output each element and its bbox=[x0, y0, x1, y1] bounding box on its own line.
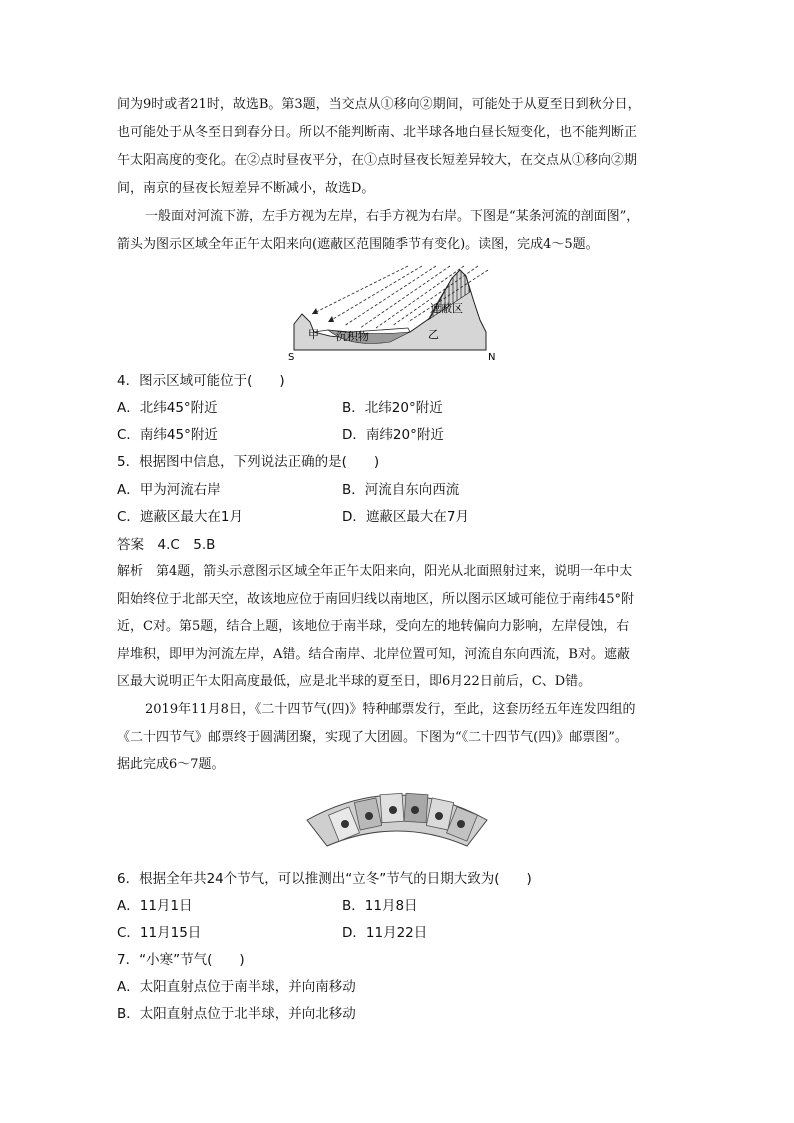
label-sediment: 沉积物 bbox=[336, 330, 369, 343]
q4-option-d: D．南纬20°附近 bbox=[342, 427, 444, 443]
label-south: S bbox=[288, 352, 295, 363]
q5-option-d: D．遮蔽区最大在7月 bbox=[342, 509, 469, 525]
q6-option-a: A．11月1日 bbox=[117, 898, 193, 914]
q6-option-c: C．11月15日 bbox=[117, 925, 202, 941]
intro3-line-3: 据此完成6～7题。 bbox=[117, 757, 225, 772]
stamp-fan-figure bbox=[305, 780, 489, 850]
intro3-line-1: 2019年11月8日，《二十四节气(四)》特种邮票发行，至此，这套历经五年连发四组的 bbox=[145, 702, 636, 717]
para1-line-2: 也可能处于从冬至日到春分日。所以不能判断南、北半球各地白昼长短变化，也不能判断正 bbox=[117, 125, 638, 140]
q4-option-b: B．北纬20°附近 bbox=[342, 400, 443, 416]
q4-stem: 4．图示区域可能位于( ) bbox=[117, 373, 285, 389]
q5-option-a: A．甲为河流右岸 bbox=[117, 482, 221, 498]
analysis-line-3: 近，C对。第5题，结合上题，该地位于南半球，受向左的地转偏向力影响，左岸侵蚀，右 bbox=[117, 619, 630, 634]
q4-option-c: C．南纬45°附近 bbox=[117, 427, 218, 443]
q6-option-b: B．11月8日 bbox=[342, 898, 418, 914]
analysis-line-5: 区最大说明正午太阳高度最低，应是北半球的夏至日，即6月22日前后，C、D错。 bbox=[117, 674, 592, 689]
q6-option-d: D．11月22日 bbox=[342, 925, 428, 941]
q7-stem: 7．“小寒”节气( ) bbox=[117, 952, 245, 968]
intro3-line-2: 《二十四节气》邮票终于圆满团聚，实现了大团圆。下图为“《二十四节气(四)》邮票图”。 bbox=[117, 730, 628, 745]
para1-line-3: 午太阳高度的变化。在②点时昼夜平分，在①点时昼夜长短差异较大，在交点从①移向②期 bbox=[117, 153, 638, 168]
q5-option-c: C．遮蔽区最大在1月 bbox=[117, 509, 244, 525]
answer-line: 答案 4.C 5.B bbox=[117, 537, 216, 553]
q5-option-b: B．河流自东向西流 bbox=[342, 482, 460, 498]
analysis-line-1: 解析 第4题，箭头示意图示区域全年正午太阳来向，阳光从北面照射过来，说明一年中太 bbox=[117, 564, 633, 579]
q6-stem: 6．根据全年共24个节气，可以推测出“立冬”节气的日期大致为( ) bbox=[117, 871, 532, 887]
arrow-heads bbox=[312, 308, 334, 322]
label-jia: 甲 bbox=[308, 328, 319, 341]
q7-option-a: A．太阳直射点位于南半球，并向南移动 bbox=[117, 979, 356, 995]
intro2-line-1: 一般面对河流下游，左手方视为左岸，右手方视为右岸。下图是“某条河流的剖面图”， bbox=[145, 209, 640, 224]
para1-line-4: 间，南京的昼夜长短差异不断减小，故选D。 bbox=[117, 181, 375, 196]
river-cross-section-figure bbox=[280, 262, 500, 366]
q7-option-b: B．太阳直射点位于北半球，并向北移动 bbox=[117, 1006, 356, 1022]
intro2-line-2: 箭头为图示区域全年正午太阳来向(遮蔽区范围随季节有变化)。读图，完成4～5题。 bbox=[117, 237, 599, 252]
label-north: N bbox=[488, 352, 496, 363]
label-yi: 乙 bbox=[428, 328, 439, 341]
label-shade-zone: 遮蔽区 bbox=[430, 302, 463, 315]
analysis-line-2: 阳始终位于北部天空，故该地应位于南回归线以南地区，所以图示区域可能位于南纬45°附 bbox=[117, 592, 635, 607]
q5-stem: 5．根据图中信息，下列说法正确的是( ) bbox=[117, 454, 380, 470]
q4-option-a: A．北纬45°附近 bbox=[117, 400, 218, 416]
para1-line-1: 间为9时或者21时，故选B。第3题，当交点从①移向②期间，可能处于从夏至日到秋分日， bbox=[117, 97, 641, 112]
analysis-line-4: 岸堆积，即甲为河流左岸，A错。结合南岸、北岸位置可知，河流自东向西流，B对。遮蔽 bbox=[117, 647, 630, 662]
